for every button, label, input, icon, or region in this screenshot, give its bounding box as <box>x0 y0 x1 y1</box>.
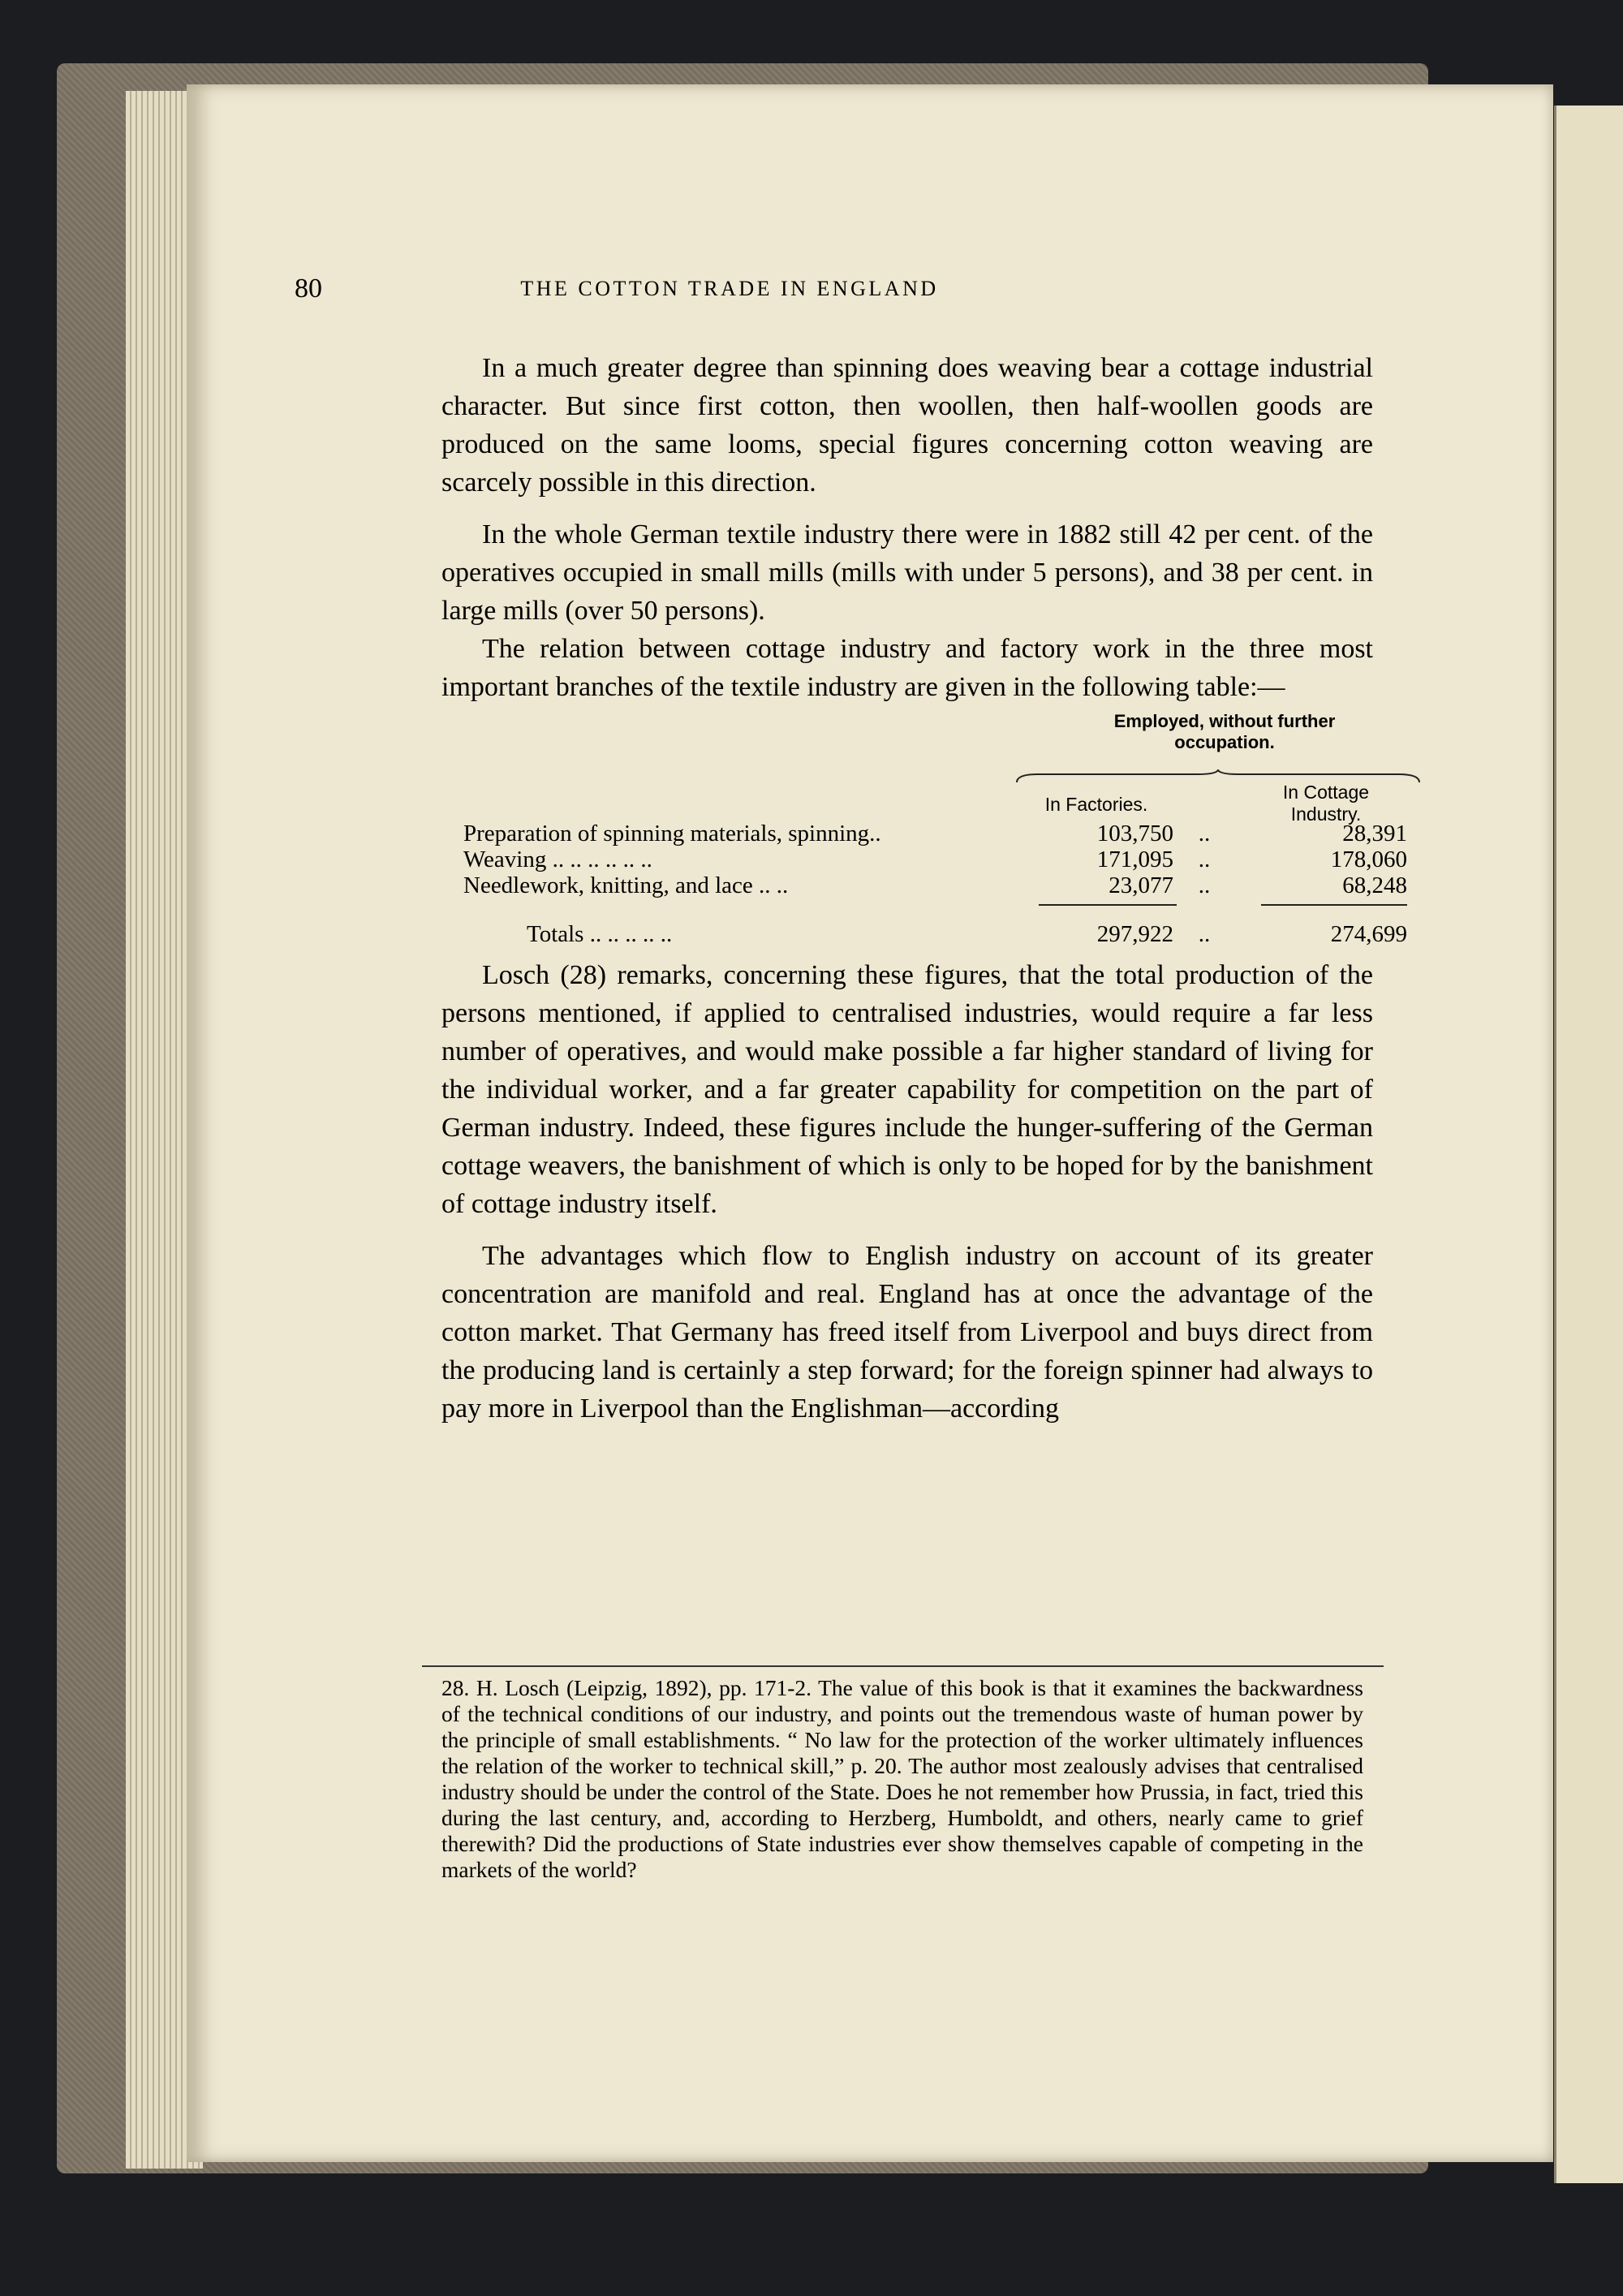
page-number: 80 <box>295 274 322 304</box>
column-header-factories: In Factories. <box>1044 794 1148 815</box>
column-header-cottage: In Cottage Industry. <box>1282 782 1370 825</box>
table-cell-leader: .. <box>1198 821 1211 846</box>
paragraph: The advantages which flow to English industry on account of its greater concentration are manifold and real. England has at once the advantage of the cotton market. That Germany has freed itself from Liverpool and buys direct from the producing land is certainly a step forward; for the foreign spinner had always to pay more in Liverpool than the Englishman—according <box>441 1241 1373 1424</box>
table-cell-leader: .. <box>1198 872 1211 898</box>
table-total-cottage: 274,699 <box>1330 921 1407 947</box>
table-cell-cottage: 68,248 <box>1342 872 1407 898</box>
running-title: THE COTTON TRADE IN ENGLAND <box>520 277 939 300</box>
footnote-divider <box>422 1665 1384 1667</box>
paragraph: In the whole German textile industry there were in 1882 still 42 per cent. of the operatives occupied in small mills (mills with under 5 persons), and 38 per cent. in large mills (over 50 persons). <box>441 519 1373 626</box>
table-row-label: Preparation of spinning materials, spinning.. <box>463 821 881 846</box>
table-sum-rule <box>1261 904 1407 906</box>
paragraph: Losch (28) remarks, concerning these figures, that the total production of the persons mentioned, if applied to centralised industries, would require a far less number of operatives, and would make possible a far higher standard of living for the individual worker, and a far greater capability for competition on the part of German industry. Indeed, these figures include the hunger-suffering of the German cottage weavers, the banishment of which is only to be hoped for by the banishment of cottage industry itself. <box>441 960 1373 1219</box>
table-cell-leader: .. <box>1198 846 1211 872</box>
table-cell-cottage: 178,060 <box>1330 846 1407 872</box>
table-cell-factories: 23,077 <box>1109 872 1173 898</box>
footnote: 28. H. Losch (Leipzig, 1892), pp. 171-2. The value of this book is that it examines the backwardness of the technical conditions of our industry, and points out the tremendous waste of human power by the principle of small establishments. “ No law for the protection of the worker ultimately influences the relation of the worker to technical skill,” p. 20. The author most zealously advises that centralised industry should be under the control of the State. Does he not remember how Prussia, in fact, tried this during the last century, and, according to Herzberg, Humboldt, and others, nearly came to grief therewith? Did the productions of State industries ever show themselves capable of competing in the markets of the world? <box>441 1675 1363 1882</box>
page-header <box>295 274 1165 311</box>
table-cell-factories: 103,750 <box>1096 821 1173 846</box>
table-row-label: Weaving .. .. .. .. .. .. <box>463 846 652 872</box>
table-row-label: Needlework, knitting, and lace .. .. <box>463 872 789 898</box>
table-cell-leader: .. <box>1198 921 1211 947</box>
brace-icon <box>1015 758 1421 773</box>
table-sum-rule <box>1039 904 1177 906</box>
table-total-factories: 297,922 <box>1096 921 1173 947</box>
table-totals-label: Totals .. .. .. .. .. <box>527 921 673 947</box>
paragraph: The relation between cottage industry and factory work in the three most important branches of the textile industry are given in the following table:— <box>441 634 1373 702</box>
body-text <box>441 349 1407 1428</box>
facing-page-edge <box>1554 106 1623 2183</box>
table-group-header: Employed, without further occupation. <box>1113 711 1336 752</box>
employment-table <box>441 711 1407 953</box>
paragraph: In a much greater degree than spinning does weaving bear a cottage industrial character. But since first cotton, then woollen, then half-woollen goods are produced on the same looms, special figures concerning cotton weaving are scarcely possible in this direction. <box>441 353 1373 498</box>
table-cell-cottage: 28,391 <box>1342 821 1407 846</box>
table-cell-factories: 171,095 <box>1096 846 1173 872</box>
